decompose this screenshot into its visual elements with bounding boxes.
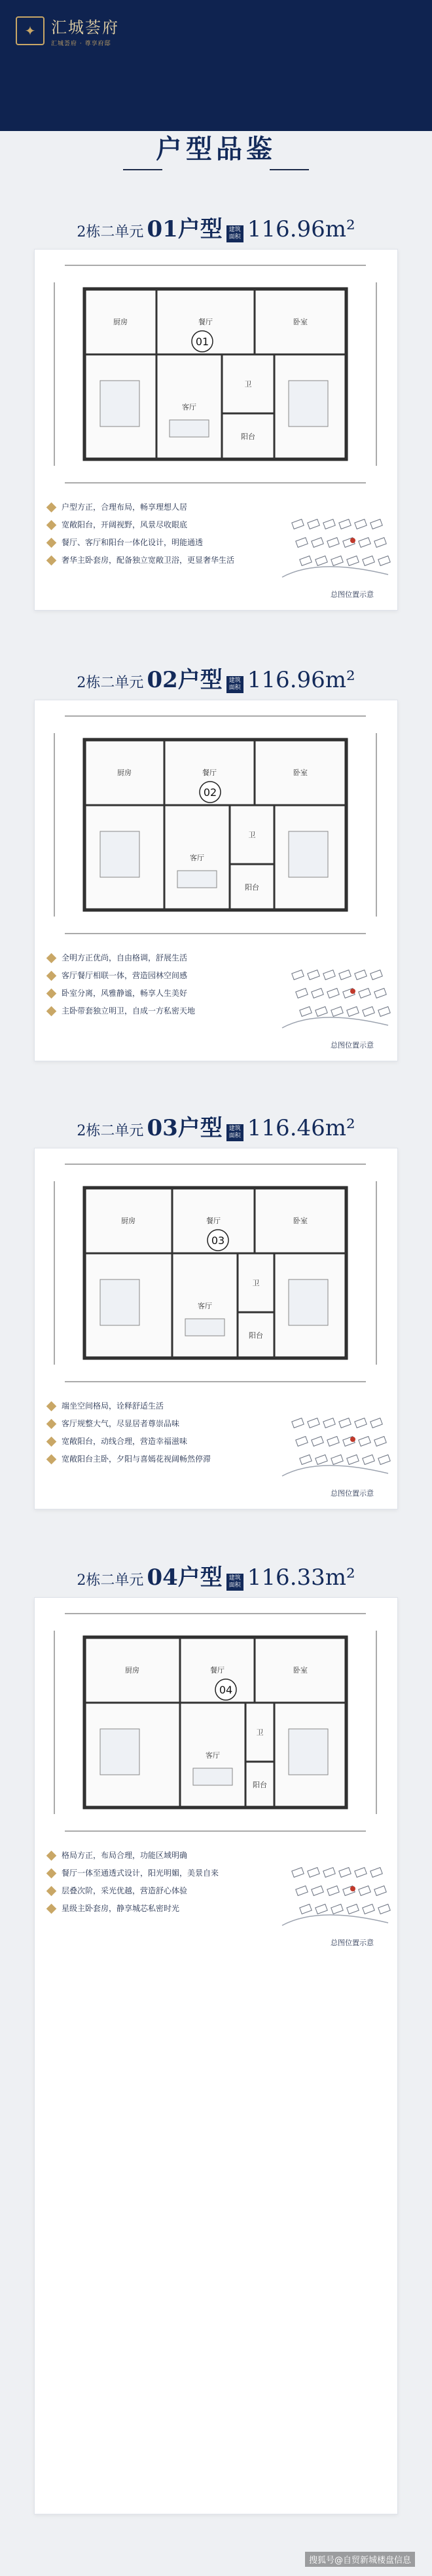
site-building [315,1455,327,1465]
feature-text: 格局方正，布局合理，功能区域明确 [62,1851,188,1860]
diamond-bullet-icon [46,1436,57,1447]
site-building [359,1886,370,1896]
feature-text: 宽敞阳台主卧，夕阳与喜嫣花视阔畅然停滞 [62,1454,211,1464]
room-label: 阳台 [245,883,259,892]
feature-item [48,1400,211,1412]
unit-heading [0,662,432,694]
exterior-wall [84,289,346,459]
site-building [347,556,359,566]
floor-plan-card [34,249,398,611]
room-label: 餐厅 [202,768,217,777]
site-building [292,1418,304,1428]
site-road [282,1915,388,1925]
site-building [323,1418,335,1428]
site-building [292,970,304,980]
feature-list [48,501,234,572]
site-building [347,1007,359,1017]
diamond-bullet-icon [46,1850,57,1861]
unit-code: 04户型 [147,1564,223,1591]
diamond-bullet-icon [46,555,57,565]
site-building [339,1868,351,1878]
room-label: 卧室 [293,768,308,777]
feature-item [48,1903,219,1914]
sofa-shape [170,420,209,437]
feature-item [48,1867,219,1879]
room-label: 餐厅 [210,1666,225,1675]
feature-item [48,1418,211,1430]
site-building [378,556,390,566]
feature-item [48,519,234,531]
site-building [315,1007,327,1017]
unit-area: 116.96m² [247,667,355,693]
bed-shape [100,831,139,877]
unit-code: 01户型 [147,216,223,242]
site-road [282,567,388,577]
site-building [370,1418,382,1428]
feature-text: 端坐空间格局，诠释舒适生活 [62,1401,164,1411]
site-marker-icon [350,1437,355,1442]
feature-text: 卧室分离，风雅静谧，畅享人生美好 [62,989,188,998]
bed-shape [289,1279,328,1325]
diamond-bullet-icon [46,1885,57,1896]
site-building [308,1418,319,1428]
site-building [300,1904,312,1914]
area-tag [226,676,243,693]
diamond-bullet-icon [46,970,57,981]
room-label: 卫 [248,831,256,839]
site-building [323,520,335,529]
header-banner [0,0,432,131]
feature-item [48,537,234,548]
sofa-shape [177,871,217,888]
room-label: 卧室 [293,318,308,326]
unit-building: 2栋二单元 [77,1572,144,1589]
site-location-map [279,1860,391,1932]
site-building [370,1868,382,1878]
feature-text: 餐厅、客厅和阳台一体化设计，明能通透 [62,538,204,547]
area-tag-line1: 建筑 [228,677,241,684]
site-building [300,1007,312,1017]
unit-code: 02户型 [147,667,223,693]
feature-text: 星级主卧套房，静享城芯私密时光 [62,1904,180,1913]
floor-plan-card [34,1148,398,1509]
room-label: 客厅 [206,1751,220,1760]
feature-list [48,952,195,1023]
feature-text: 客厅规整大气，尽显居者尊崇品味 [62,1419,180,1428]
site-location-map [279,512,391,584]
bed-shape [100,381,139,426]
site-building [296,1886,308,1896]
site-building [363,1904,374,1914]
feature-list [48,1400,211,1471]
feature-text: 宽敞阳台，动线合理，营造幸福滋味 [62,1437,188,1446]
sofa-shape [193,1768,232,1785]
floor-plan-drawing [45,256,386,492]
floor-plan-card [34,1597,398,2514]
site-building [339,520,351,529]
room-label: 客厅 [190,854,204,862]
site-map-label: 总图位置示意 [331,1489,374,1498]
brand-tagline: 汇城荟府 · 尊享府邸 [51,41,111,47]
title-divider-right [270,169,309,170]
site-building [296,1437,308,1447]
feature-text: 户型方正，合理布局，畅享理想人居 [62,502,188,512]
feature-item [48,1453,211,1465]
site-building [355,1868,367,1878]
site-building [374,538,386,548]
diamond-bullet-icon [46,502,57,512]
unit-area: 116.46m² [247,1115,355,1141]
site-building [370,970,382,980]
site-building [347,1904,359,1914]
site-building [300,556,312,566]
site-building [323,970,335,980]
diamond-bullet-icon [46,953,57,963]
unit-building: 2栋二单元 [77,1123,144,1139]
room-label: 阳台 [253,1781,267,1789]
site-building [355,970,367,980]
feature-text: 层叠次阶，采光优越，营造舒心体验 [62,1886,188,1895]
feature-text: 奢华主卧套房，配备独立宽敞卫浴，更显奢华生活 [62,556,235,565]
room-label: 阳台 [241,432,255,441]
site-building [315,1904,327,1914]
diamond-bullet-icon [46,988,57,998]
room-label: 卧室 [293,1217,308,1225]
area-tag-line1: 建筑 [228,1125,241,1132]
site-building [292,1868,304,1878]
site-building [363,1007,374,1017]
site-building [312,989,323,998]
diamond-bullet-icon [46,537,57,548]
room-label: 客厅 [198,1302,212,1310]
bed-shape [289,1729,328,1775]
diamond-bullet-icon [46,1454,57,1464]
site-building [339,1418,351,1428]
unit-heading [0,1110,432,1142]
site-building [300,1455,312,1465]
feature-text: 全明方正优尚，自由格调，舒展生活 [62,953,188,962]
site-building [347,1455,359,1465]
feature-item [48,970,195,981]
site-road [282,1466,388,1476]
site-building [327,538,339,548]
area-tag-line2: 面积 [228,233,241,240]
room-label: 卫 [256,1728,264,1737]
site-map-label: 总图位置示意 [331,1041,374,1050]
site-building [374,1886,386,1896]
feature-item [48,501,234,513]
site-building [378,1904,390,1914]
site-building [327,1437,339,1447]
diamond-bullet-icon [46,1868,57,1878]
area-tag [226,1574,243,1591]
site-building [323,1868,335,1878]
site-building [359,538,370,548]
crest-icon: ✦ [16,16,45,45]
site-building [331,1007,343,1017]
unit-area: 116.33m² [247,1564,355,1591]
sofa-shape [185,1319,225,1336]
site-marker-icon [350,1886,355,1891]
site-building [331,1904,343,1914]
room-label: 餐厅 [206,1217,221,1225]
site-marker-icon [350,989,355,994]
bed-shape [289,381,328,426]
room-label: 阳台 [249,1331,263,1340]
site-building [363,556,374,566]
unit-building: 2栋二单元 [77,675,144,691]
area-tag [226,1124,243,1141]
site-building [370,520,382,529]
room-label: 客厅 [182,403,196,411]
room-label: 卧室 [293,1666,308,1675]
floor-plan-drawing [45,707,386,943]
site-building [315,556,327,566]
site-building [308,970,319,980]
site-building [378,1007,390,1017]
feature-item [48,554,234,566]
area-tag-line1: 建筑 [228,226,241,233]
unit-code: 03户型 [147,1115,223,1141]
page-title: 户型品鉴 [156,134,276,164]
site-location-map [279,1411,391,1483]
feature-item [48,1435,211,1447]
feature-text: 主卧带套独立明卫，自成一方私密天地 [62,1006,196,1015]
feature-item [48,952,195,964]
site-building [355,1418,367,1428]
site-building [374,1437,386,1447]
floor-plan-drawing [45,1155,386,1391]
floor-plan-drawing [45,1604,386,1840]
site-location-map [279,962,391,1034]
floor-plan-card [34,700,398,1061]
site-building [308,520,319,529]
area-tag [226,225,243,242]
site-marker-icon [350,538,355,543]
room-label: 厨房 [117,768,132,777]
site-building [296,538,308,548]
title-divider-left [123,169,162,170]
site-building [374,989,386,998]
room-label: 厨房 [113,318,128,326]
site-building [296,989,308,998]
unit-number: 02 [203,786,217,799]
site-building [359,1437,370,1447]
bed-shape [100,1279,139,1325]
diamond-bullet-icon [46,1418,57,1429]
unit-number: 03 [211,1234,225,1247]
site-building [359,989,370,998]
site-building [331,1455,343,1465]
room-label: 卫 [244,380,252,388]
site-building [327,989,339,998]
site-building [312,1437,323,1447]
unit-number: 04 [219,1684,233,1696]
diamond-bullet-icon [46,1006,57,1016]
area-tag-line1: 建筑 [228,1574,241,1582]
feature-item [48,1005,195,1017]
bed-shape [289,831,328,877]
brand-name: 汇城荟府 [51,18,119,37]
feature-list [48,1849,219,1920]
feature-item [48,987,195,999]
unit-building: 2栋二单元 [77,224,144,240]
bed-shape [100,1729,139,1775]
site-building [327,1886,339,1896]
watermark: 搜狐号@自贸新城楼盘信息 [305,2552,415,2567]
site-building [355,520,367,529]
site-building [339,970,351,980]
site-road [282,1017,388,1028]
unit-heading [0,211,432,243]
feature-text: 宽敞阳台，开阔视野，风景尽收眼底 [62,520,188,529]
feature-text: 客厅餐厅相联一体，营造园林空间感 [62,971,188,980]
site-map-label: 总图位置示意 [331,590,374,599]
room-label: 厨房 [121,1217,135,1225]
site-building [308,1868,319,1878]
unit-area: 116.96m² [247,216,355,242]
diamond-bullet-icon [46,520,57,530]
unit-heading [0,1559,432,1591]
brand-logo [16,12,147,50]
feature-item [48,1885,219,1897]
diamond-bullet-icon [46,1401,57,1411]
diamond-bullet-icon [46,1903,57,1914]
site-building [363,1455,374,1465]
site-map-label: 总图位置示意 [331,1939,374,1947]
room-label: 卫 [252,1279,260,1287]
site-building [378,1455,390,1465]
site-building [312,1886,323,1896]
site-building [292,520,304,529]
site-building [331,556,343,566]
area-tag-line2: 面积 [228,1582,241,1589]
site-building [312,538,323,548]
feature-text: 餐厅一体至通透式设计，阳光明媚，美景自来 [62,1868,219,1878]
feature-item [48,1849,219,1861]
area-tag-line2: 面积 [228,684,241,691]
unit-number: 01 [195,335,209,348]
area-tag-line2: 面积 [228,1132,241,1139]
room-label: 餐厅 [198,318,213,326]
room-label: 厨房 [125,1666,139,1675]
